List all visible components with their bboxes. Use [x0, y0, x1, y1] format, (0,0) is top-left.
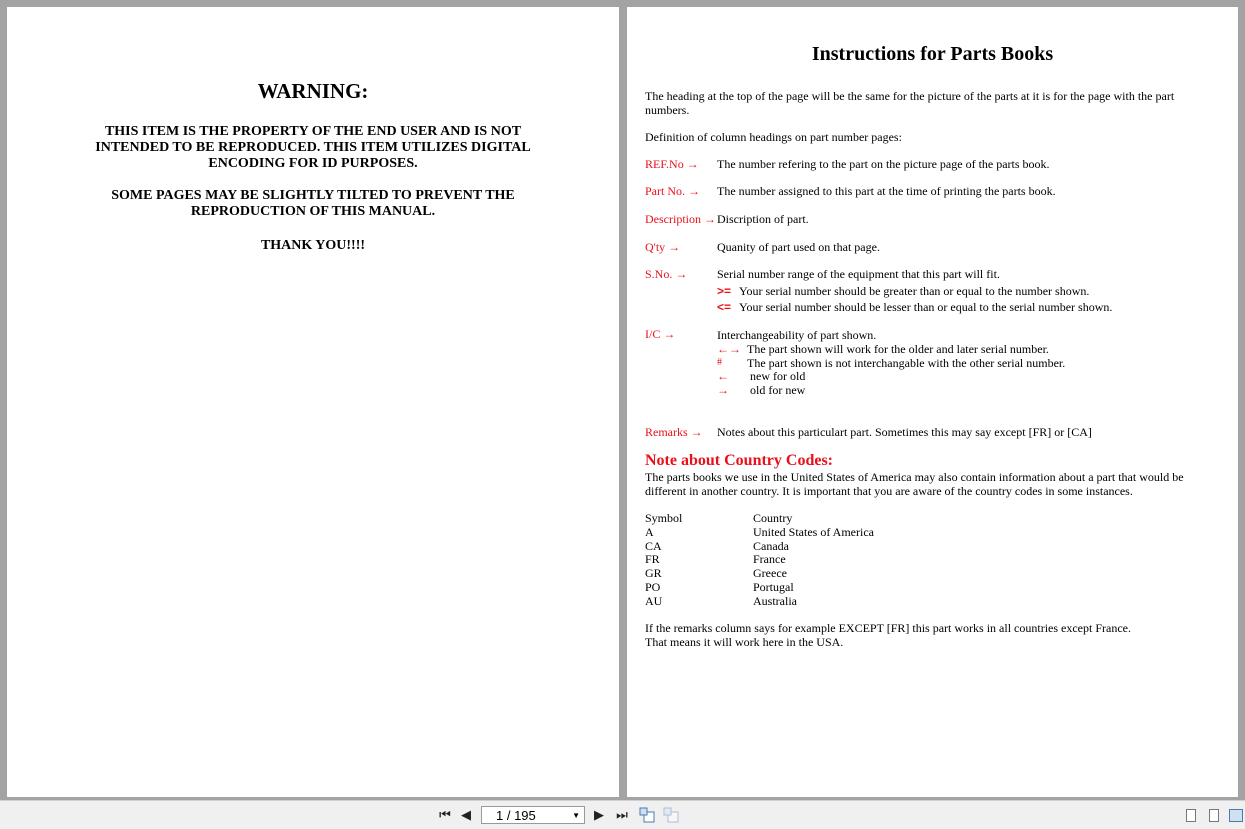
right-arrow-icon: → [717, 383, 729, 397]
page-number-select[interactable] [481, 806, 585, 824]
warning-text-tilt: SOME PAGES MAY BE SLIGHTLY TILTED TO PREVENT THE REPRODUCTION OF THIS MANUAL. [111, 188, 515, 219]
rotate-page-icon[interactable] [638, 806, 656, 824]
qty-label: Q'ty → [645, 240, 681, 254]
table-cell: CA [645, 539, 662, 553]
ic-text: Interchangeability of part shown. [717, 328, 877, 342]
footer-text-2: That means it will work here in the USA. [645, 635, 844, 649]
gte-text: Your serial number should be greater than or equal to the number shown. [739, 284, 1090, 298]
table-cell: Australia [753, 594, 797, 608]
symbol-header: Symbol [645, 511, 683, 525]
continuous-view-icon[interactable] [1209, 809, 1219, 822]
prev-page-button[interactable]: ◀ [461, 807, 471, 822]
country-codes-heading: Note about Country Codes: [645, 452, 833, 469]
both-arrow-icon: ←→ [717, 342, 741, 356]
table-cell: PO [645, 580, 661, 594]
table-cell: Portugal [753, 580, 794, 594]
left-arrow-icon: ← [717, 369, 729, 383]
single-page-view-icon[interactable] [1186, 809, 1196, 822]
hash-symbol: # [717, 357, 722, 368]
intro-text: The heading at the top of the page will be the same for the picture of the parts at it is for the page with the part [645, 89, 1175, 103]
last-page-button[interactable]: ⏭ [616, 807, 628, 822]
new-for-old-text: new for old [750, 369, 806, 383]
gte-symbol: >= [717, 284, 732, 298]
sno-label: S.No. → [645, 267, 688, 281]
hash-text: The part shown is not interchangable with the other serial number. [747, 356, 1066, 370]
two-page-view-icon[interactable] [1229, 809, 1243, 822]
remarks-label: Remarks → [645, 425, 703, 439]
table-cell: FR [645, 552, 660, 566]
both-text: The part shown will work for the older and later serial number. [747, 342, 1049, 356]
thank-you-text: THANK YOU!!!! [260, 238, 366, 253]
ic-label: I/C → [645, 327, 676, 341]
warning-text: THIS ITEM IS THE PROPERTY OF THE END USER AND IS NOT INTENDED TO BE REPRODUCED. THIS ITEM UTILIZES DIGITAL ENCODING FOR ID PURPOSES. [95, 124, 531, 171]
warning-title: WARNING: [257, 79, 369, 103]
footer-text: If the remarks column says for example EXCEPT [FR] this part works in all countries except France. [645, 621, 1131, 635]
country-header: Country [753, 511, 793, 525]
remarks-text: Notes about this particulart part. Sometimes this may say except [FR] or [CA] [717, 425, 1092, 439]
table-cell: United States of America [753, 525, 874, 539]
viewer-toolbar [0, 800, 1245, 829]
table-cell: GR [645, 566, 662, 580]
partno-label: Part No. → [645, 184, 700, 198]
country-text: The parts books we use in the United States of America may also contain information about a part that would be [645, 470, 1184, 484]
description-label: Description → [645, 212, 716, 226]
intro-text-2: numbers. [645, 103, 690, 117]
table-cell: Greece [753, 566, 787, 580]
instructions-page [627, 7, 1238, 797]
page-title: Instructions for Parts Books [811, 43, 1054, 65]
lte-text: Your serial number should be lesser than or equal to the serial number shown. [739, 300, 1113, 314]
country-text-2: different in another country. It is important that you are aware of the country codes in some instances. [645, 484, 1133, 498]
copy-page-icon[interactable] [662, 806, 680, 824]
refno-text: The number refering to the part on the picture page of the parts book. [717, 157, 1050, 171]
table-cell: A [645, 525, 654, 539]
refno-label: REF.No → [645, 157, 699, 171]
lte-symbol: <= [717, 300, 732, 314]
table-cell: AU [645, 594, 663, 608]
dropdown-icon: ▼ [572, 811, 580, 820]
partno-text: The number assigned to this part at the time of printing the parts book. [717, 184, 1056, 198]
sno-text: Serial number range of the equipment that this part will fit. [717, 267, 1000, 281]
table-cell: Canada [753, 539, 789, 553]
table-cell: France [753, 552, 786, 566]
first-page-button[interactable]: ⏮ [439, 807, 451, 822]
page-indicator: 1 / 195 [496, 808, 536, 823]
definitions-heading: Definition of column headings on part number pages: [645, 130, 902, 144]
description-text: Discription of part. [717, 212, 809, 226]
old-for-new-text: old for new [750, 383, 806, 397]
next-page-button[interactable]: ▶ [594, 807, 604, 822]
qty-text: Quanity of part used on that page. [717, 240, 880, 254]
warning-page [7, 7, 619, 797]
